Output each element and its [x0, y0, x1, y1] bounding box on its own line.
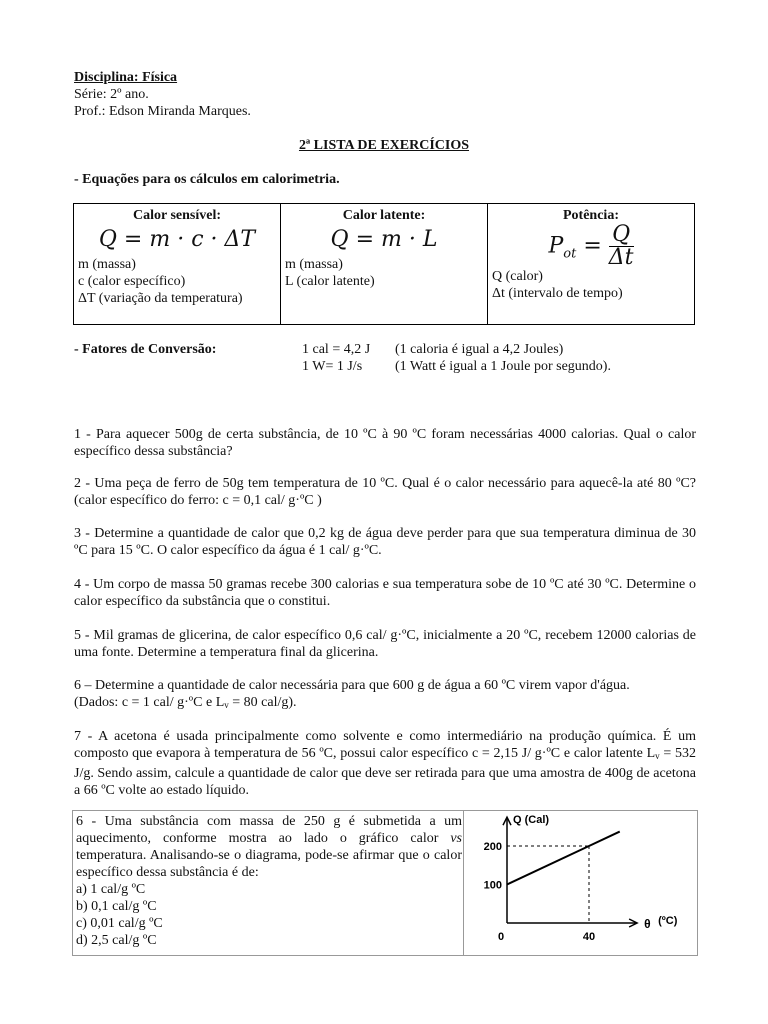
var-list-latente: [285, 256, 483, 290]
cell-potencia: [488, 204, 695, 325]
stem-vs: vs: [450, 831, 462, 846]
var-list-potencia: [492, 268, 690, 302]
x-tick-label: 0: [497, 931, 505, 943]
option-a: a) 1 cal/g ºC: [76, 882, 146, 897]
exercise-6-data: (Dados: c = 1 cal/ g·ºC e L: [74, 695, 225, 710]
exercise-7-text: 7 - A acetona é usada principalmente como solvente e como intermediário na produção química. É um composto que evapora à temperatura de 56 ºC, possui calor específico c = 2,15 J/ g·ºC e calor latente L: [74, 729, 696, 761]
var-item: L (calor latente): [285, 274, 375, 289]
equations-intro: - Equações para os cálculos em calorimetria.: [74, 172, 340, 187]
exercise-4: 4 - Um corpo de massa 50 gramas recebe 300 calorias e sua temperatura sobe de 10 ºC até 30 ºC. Determine o calor específico da substância que o constitui.: [74, 577, 696, 609]
exercise-7: [74, 728, 696, 799]
graph-question-text-cell: [73, 811, 464, 955]
conversion-eq: 1 W= 1 J/s: [302, 359, 363, 374]
var-item: ΔT (variação da temperatura): [78, 291, 243, 306]
option-list: [76, 881, 462, 949]
conversion-note: (1 caloria é igual a 4,2 Joules): [395, 342, 564, 357]
exercise-7-text-end: = 532 J/g. Sendo assim, calcule a quantidade de calor que deve ser retirada para que uma amostra de 400g de acetona a 66 ºC volte ao estado líquido.: [74, 746, 696, 798]
heading-potencia: Potência:: [563, 208, 619, 223]
stem-part: 6 - Uma substância com massa de 250 g é submetida a um aquecimento, conforme mostra ao lado o gráfico calor: [76, 814, 462, 846]
exercise-2: 2 - Uma peça de ferro de 50g tem temperatura de 10 ºC. Qual é o calor necessário para aquecê-la até 80 ºC? (calor específico do ferro: c = 0,1 cal/ g·ºC ): [74, 476, 696, 508]
formula-sub: ot: [563, 246, 577, 262]
fraction-denominator: Δt: [608, 245, 634, 270]
data-line: [507, 832, 620, 885]
y-tick-label: 200: [483, 841, 502, 853]
x-tick-label: 40: [582, 931, 596, 943]
exercise-1: 1 - Para aquecer 500g de certa substância, de 10 ºC à 90 ºC foram necessárias 4000 calorias. Qual o calor específico dessa substância?: [74, 427, 696, 459]
var-list-sensivel: [78, 256, 276, 307]
heading-latente: Calor latente:: [342, 208, 426, 223]
graph-question-box: [72, 810, 698, 956]
conversion-eq: 1 cal = 4,2 J: [302, 342, 371, 357]
formula-potencia: $P_{ot}$ = $\frac{Q}{\Delta t}$: [548, 222, 634, 270]
formula-fraction: [609, 224, 634, 269]
exercise-5: 5 - Mil gramas de glicerina, de calor específico 0,6 cal/ g·ºC, inicialmente a 20 ºC, recebem 12000 calorias de uma fonte. Determine a temperatura final da glicerina.: [74, 628, 696, 660]
fraction-numerator: Q: [609, 224, 634, 247]
option-b: b) 0,1 cal/g ºC: [76, 899, 157, 914]
graph-question-stem: [76, 813, 462, 949]
teacher-label: Prof.: Edson Miranda Marques.: [74, 104, 251, 119]
grade-label: Série: 2º ano.: [74, 87, 149, 102]
cell-calor-sensivel: [74, 204, 281, 325]
option-c: c) 0,01 cal/g ºC: [76, 916, 163, 931]
stem-part: temperatura. Analisando-se o diagrama, pode-se afirmar que o calor específico dessa substância é de:: [76, 848, 462, 880]
var-item: Q (calor): [492, 269, 543, 284]
subscript-v: v: [655, 751, 660, 761]
var-item: m (massa): [285, 257, 343, 272]
x-axis-symbol: θ: [644, 917, 651, 931]
x-axis-unit: (ºC): [658, 915, 678, 927]
equations-table: [73, 203, 695, 325]
exercise-6: [74, 677, 696, 714]
page-title: 2ª LISTA DE EXERCÍCIOS: [298, 138, 470, 153]
subscript-v: v: [224, 700, 229, 710]
y-tick-label: 100: [483, 879, 502, 892]
var-item: c (calor específico): [78, 274, 186, 289]
heat-vs-temperature-chart: [464, 811, 696, 955]
conversion-note: (1 Watt é igual a 1 Joule por segundo).: [395, 359, 611, 374]
exercise-3: 3 - Determine a quantidade de calor que 0,2 kg de água deve perder para que sua temperatura diminua de 30 ºC para 15 ºC. O calor específico da água é 1 cal/ g·ºC.: [74, 526, 696, 558]
exercise-6-data-end: = 80 cal/g).: [228, 695, 297, 710]
exercise-6-line1: 6 – Determine a quantidade de calor necessária para que 600 g de água a 60 ºC virem vapor d'água.: [74, 678, 630, 693]
var-item: m (massa): [78, 257, 136, 272]
formula-sensivel: Q = m · c · ΔT: [98, 227, 256, 252]
formula-lhs: P: [548, 233, 564, 259]
option-d: d) 2,5 cal/g ºC: [76, 933, 157, 948]
var-item: Δt (intervalo de tempo): [492, 286, 623, 301]
heading-sensivel: Calor sensível:: [132, 208, 221, 223]
y-axis-label: Q (Cal): [513, 814, 550, 827]
conversion-label: - Fatores de Conversão:: [74, 342, 217, 357]
discipline-label: Disciplina: Física: [74, 70, 178, 85]
formula-latente: Q = m · L: [330, 227, 438, 252]
cell-calor-latente: [281, 204, 488, 325]
